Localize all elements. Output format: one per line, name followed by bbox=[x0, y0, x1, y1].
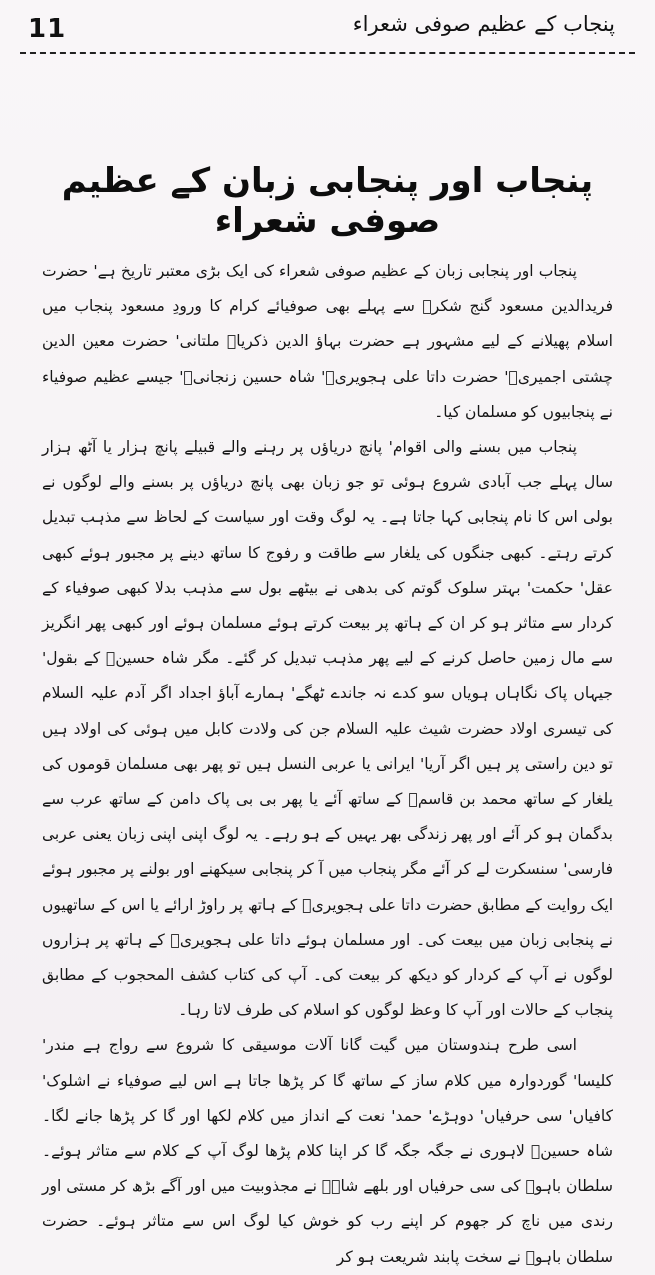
body-text bbox=[42, 254, 613, 1275]
paragraph: پنجاب میں بسنے والی اقوام' پانچ دریاؤں پر رہنے والے قبیلے پانچ ہزار یا آٹھ ہزار سال پہلے جب آبادی شروع ہوئی تو جو زبان بھی پانچ دریاؤں پر بسنے والے لوگوں نے بولی اس کا نام پنجابی کہا جاتا ہے۔ یہ لوگ وقت اور سیاست کے لحاظ سے مذہب تبدیل کرتے رہتے۔ کبھی جنگوں کی یلغار سے طاقت و رفوج کا ساتھ دینے پر مجبور ہوئے کبھی عقل' حکمت' بہتر سلوک گوتم کی بدھی نے بیٹھے بول سے مذہب بدلا کبھی صوفیاء کے کردار سے متاثر ہو کر ان کے ہاتھ پر بیعت کرتے ہوئے مسلمان ہوئے اور کبھی پھر انگریز سے مال زمین حاصل کرنے کے لیے پھر مذہب تبدیل کر گئے۔ مگر شاہ حسینؒ کے بقول' جیہاں پاک نگاہاں ہویاں سو کدے نہ جاندے ٹھگے' ہمارے آباؤ اجداد اگر آدم علیہ السلام کی تیسری اولاد حضرت شیث علیہ السلام جن کی ولادت کابل میں ہوئی کی اولاد ہیں تو دین راستی پر ہیں اگر آریا' ایرانی یا عربی النسل ہیں تو پھر بھی مسلمان قوموں کی یلغار کے ساتھ محمد بن قاسمؒ کے ساتھ آئے یا پھر بی بی پاک دامن کے ساتھ عرب سے بدگمان ہو کر آئے اور پھر زندگی بھر یہیں کے ہو رہے۔ یہ لوگ اپنی اپنی زبان یعنی عربی فارسی' سنسکرت لے کر آئے مگر پنجاب میں آ کر پنجابی سیکھنے اور بولنے پر مجبور ہوئے ایک روایت کے مطابق حضرت داتا علی ہجویریؒ کے ہاتھ پر راوڑ ارائے یا اس کے ساتھیوں نے پنجابی زبان میں بیعت کی۔ اور مسلمان ہوئے داتا علی ہجویریؒ کے ہاتھ پر ہزاروں لوگوں نے آپ کے کردار کو دیکھ کر بیعت کی۔ آپ کی کتاب کشف المحجوب کے مطابق پنجاب کے حالات اور آپ کا وعظ لوگوں کو اسلام کی طرف لاتا رہا۔ bbox=[42, 438, 613, 1020]
header-divider bbox=[20, 52, 635, 54]
running-title: پنجاب کے عظیم صوفی شعراء bbox=[352, 12, 615, 36]
chapter-title: پنجاب اور پنجابی زبان کے عظیم صوفی شعراء bbox=[61, 161, 594, 241]
paragraph: پنجاب اور پنجابی زبان کے عظیم صوفی شعراء کی ایک بڑی معتبر تاریخ ہے' حضرت فریدالدین مسعود گنج شکرؒ سے پہلے بھی صوفیائے کرام کا ورودِ مسعود پنجاب میں اسلام پھیلانے کے لیے مشہور ہے حضرت بہاؤ الدین ذکریاؒ ملتانی' حضرت معین الدین چشتی اجمیریؒ' حضرت داتا علی ہجویریؒ' شاہ حسین زنجانیؒ' جیسے عظیم صوفیاء نے پنجابیوں کو مسلمان کیا۔ bbox=[42, 262, 613, 421]
paragraph: اسی طرح ہندوستان میں گیت گانا آلات موسیقی کا شروع سے رواج ہے مندر' کلیسا' گوردوارہ میں کلام ساز کے ساتھ گا کر پڑھا جاتا ہے اس لیے صوفیاء نے اشلوک' کافیاں' سی حرفیاں' دوہڑے' حمد' نعت کے انداز میں کلام لکھا اور گا کر پڑھا جانے لگا۔ شاہ حسینؒ لاہوری نے جگہ جگہ گا کر اپنا کلام پڑھا لوگ آپ کے کلام سے متاثر ہوئے۔ سلطان باہوؒ کی سی حرفیاں اور بلھے شاہؒ نے مجذوبیت میں اور آگے بڑھ کر مستی اور رندی میں ناچ کر جھوم کر اپنے رب کو خوش کیا لوگ اس سے متاثر ہوئے۔ حضرت سلطان باہوؒ نے سخت پابند شریعت ہو کر bbox=[42, 1036, 613, 1266]
page-number: 11 bbox=[28, 14, 67, 44]
running-header bbox=[20, 8, 635, 48]
